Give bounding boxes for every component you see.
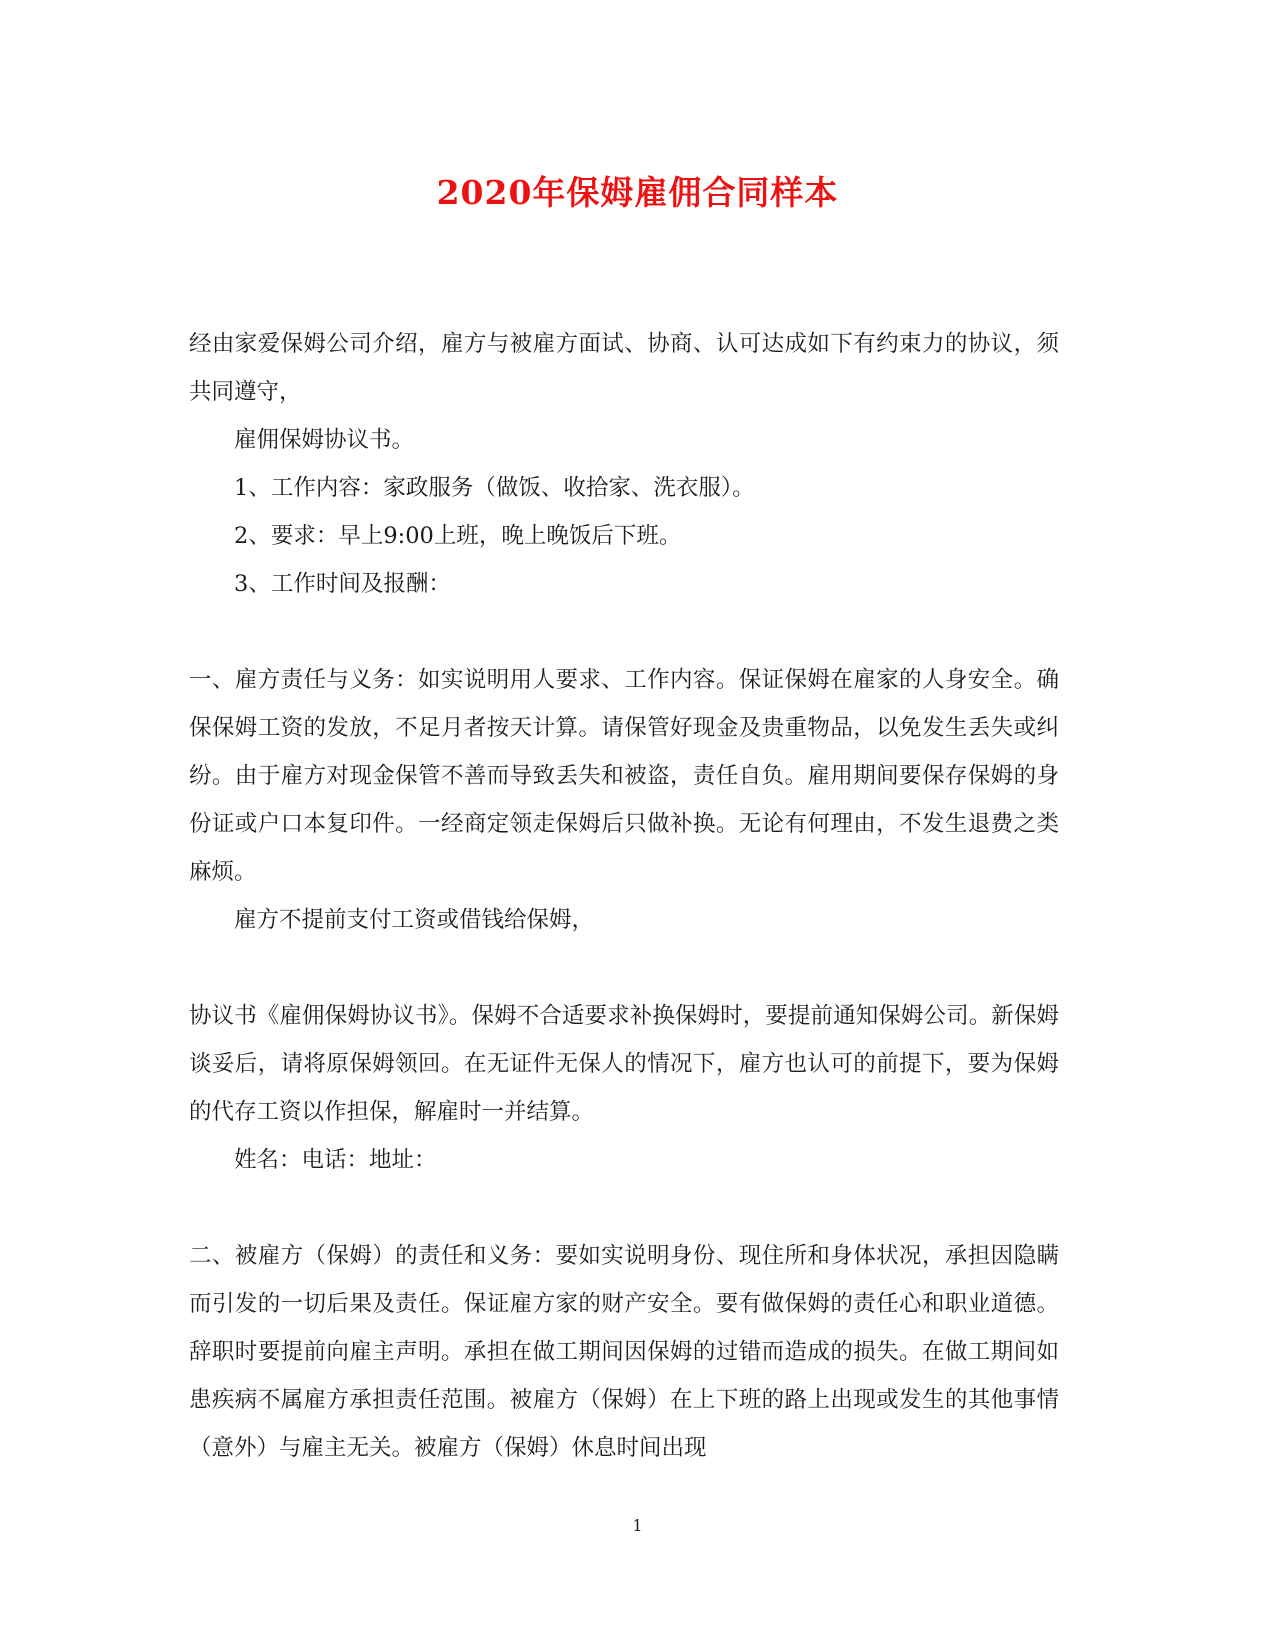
document-title: 2020年保姆雇佣合同样本 (436, 173, 839, 212)
document-body (189, 320, 1059, 1472)
clause-work-content: 1、工作内容：家政服务（做饭、收拾家、洗衣服）。 (234, 475, 755, 501)
agreement-replacement-paragraph: 协议书《雇佣保姆协议书》。保姆不合适要求补换保姆时，要提前通知保姆公司。新保姆谈妥后，请将原保姆领回。在无证件无保人的情况下，雇方也认可的前提下，要为保姆的代存工资以作担保，解雇时一并结算。 (189, 1003, 1059, 1125)
employer-no-advance: 雇方不提前支付工资或借钱给保姆， (234, 907, 595, 933)
clause-hours-pay: 3、工作时间及报酬： (234, 571, 451, 597)
section-nanny-duties: 二、被雇方（保姆）的责任和义务：要如实说明身份、现住所和身体状况，承担因隐瞒而引发的一切后果及责任。保证雇方家的财产安全。要有做保姆的责任心和职业道德。辞职时要提前向雇主声明。承担在做工期间因保姆的过错而造成的损失。在做工期间如患疾病不属雇方承担责任范围。被雇方（保姆）在上下班的路上出现或发生的其他事情（意外）与雇主无关。被雇方（保姆）休息时间出现 (189, 1243, 1059, 1461)
page-number: 1 (632, 1516, 643, 1535)
paragraph-gap (189, 608, 1059, 656)
section-employer-duties: 一、雇方责任与义务：如实说明用人要求、工作内容。保证保姆在雇家的人身安全。确保保姆工资的发放，不足月者按天计算。请保管好现金及贵重物品，以免发生丢失或纠纷。由于雇方对现金保管不善而导致丢失和被盗，责任自负。雇用期间要保存保姆的身份证或户口本复印件。一经商定领走保姆后只做补换。无论有何理由，不发生退费之类麻烦。 (189, 667, 1059, 885)
agreement-heading: 雇佣保姆协议书。 (234, 427, 415, 453)
intro-paragraph: 经由家爱保姆公司介绍，雇方与被雇方面试、协商、认可达成如下有约束力的协议，须共同遵守， (189, 331, 1059, 405)
contact-fields-line: 姓名：电话：地址： (234, 1147, 437, 1173)
paragraph-gap (189, 944, 1059, 992)
clause-requirements: 2、要求：早上9:00上班，晚上晚饭后下班。 (234, 523, 682, 549)
paragraph-gap (189, 1184, 1059, 1232)
